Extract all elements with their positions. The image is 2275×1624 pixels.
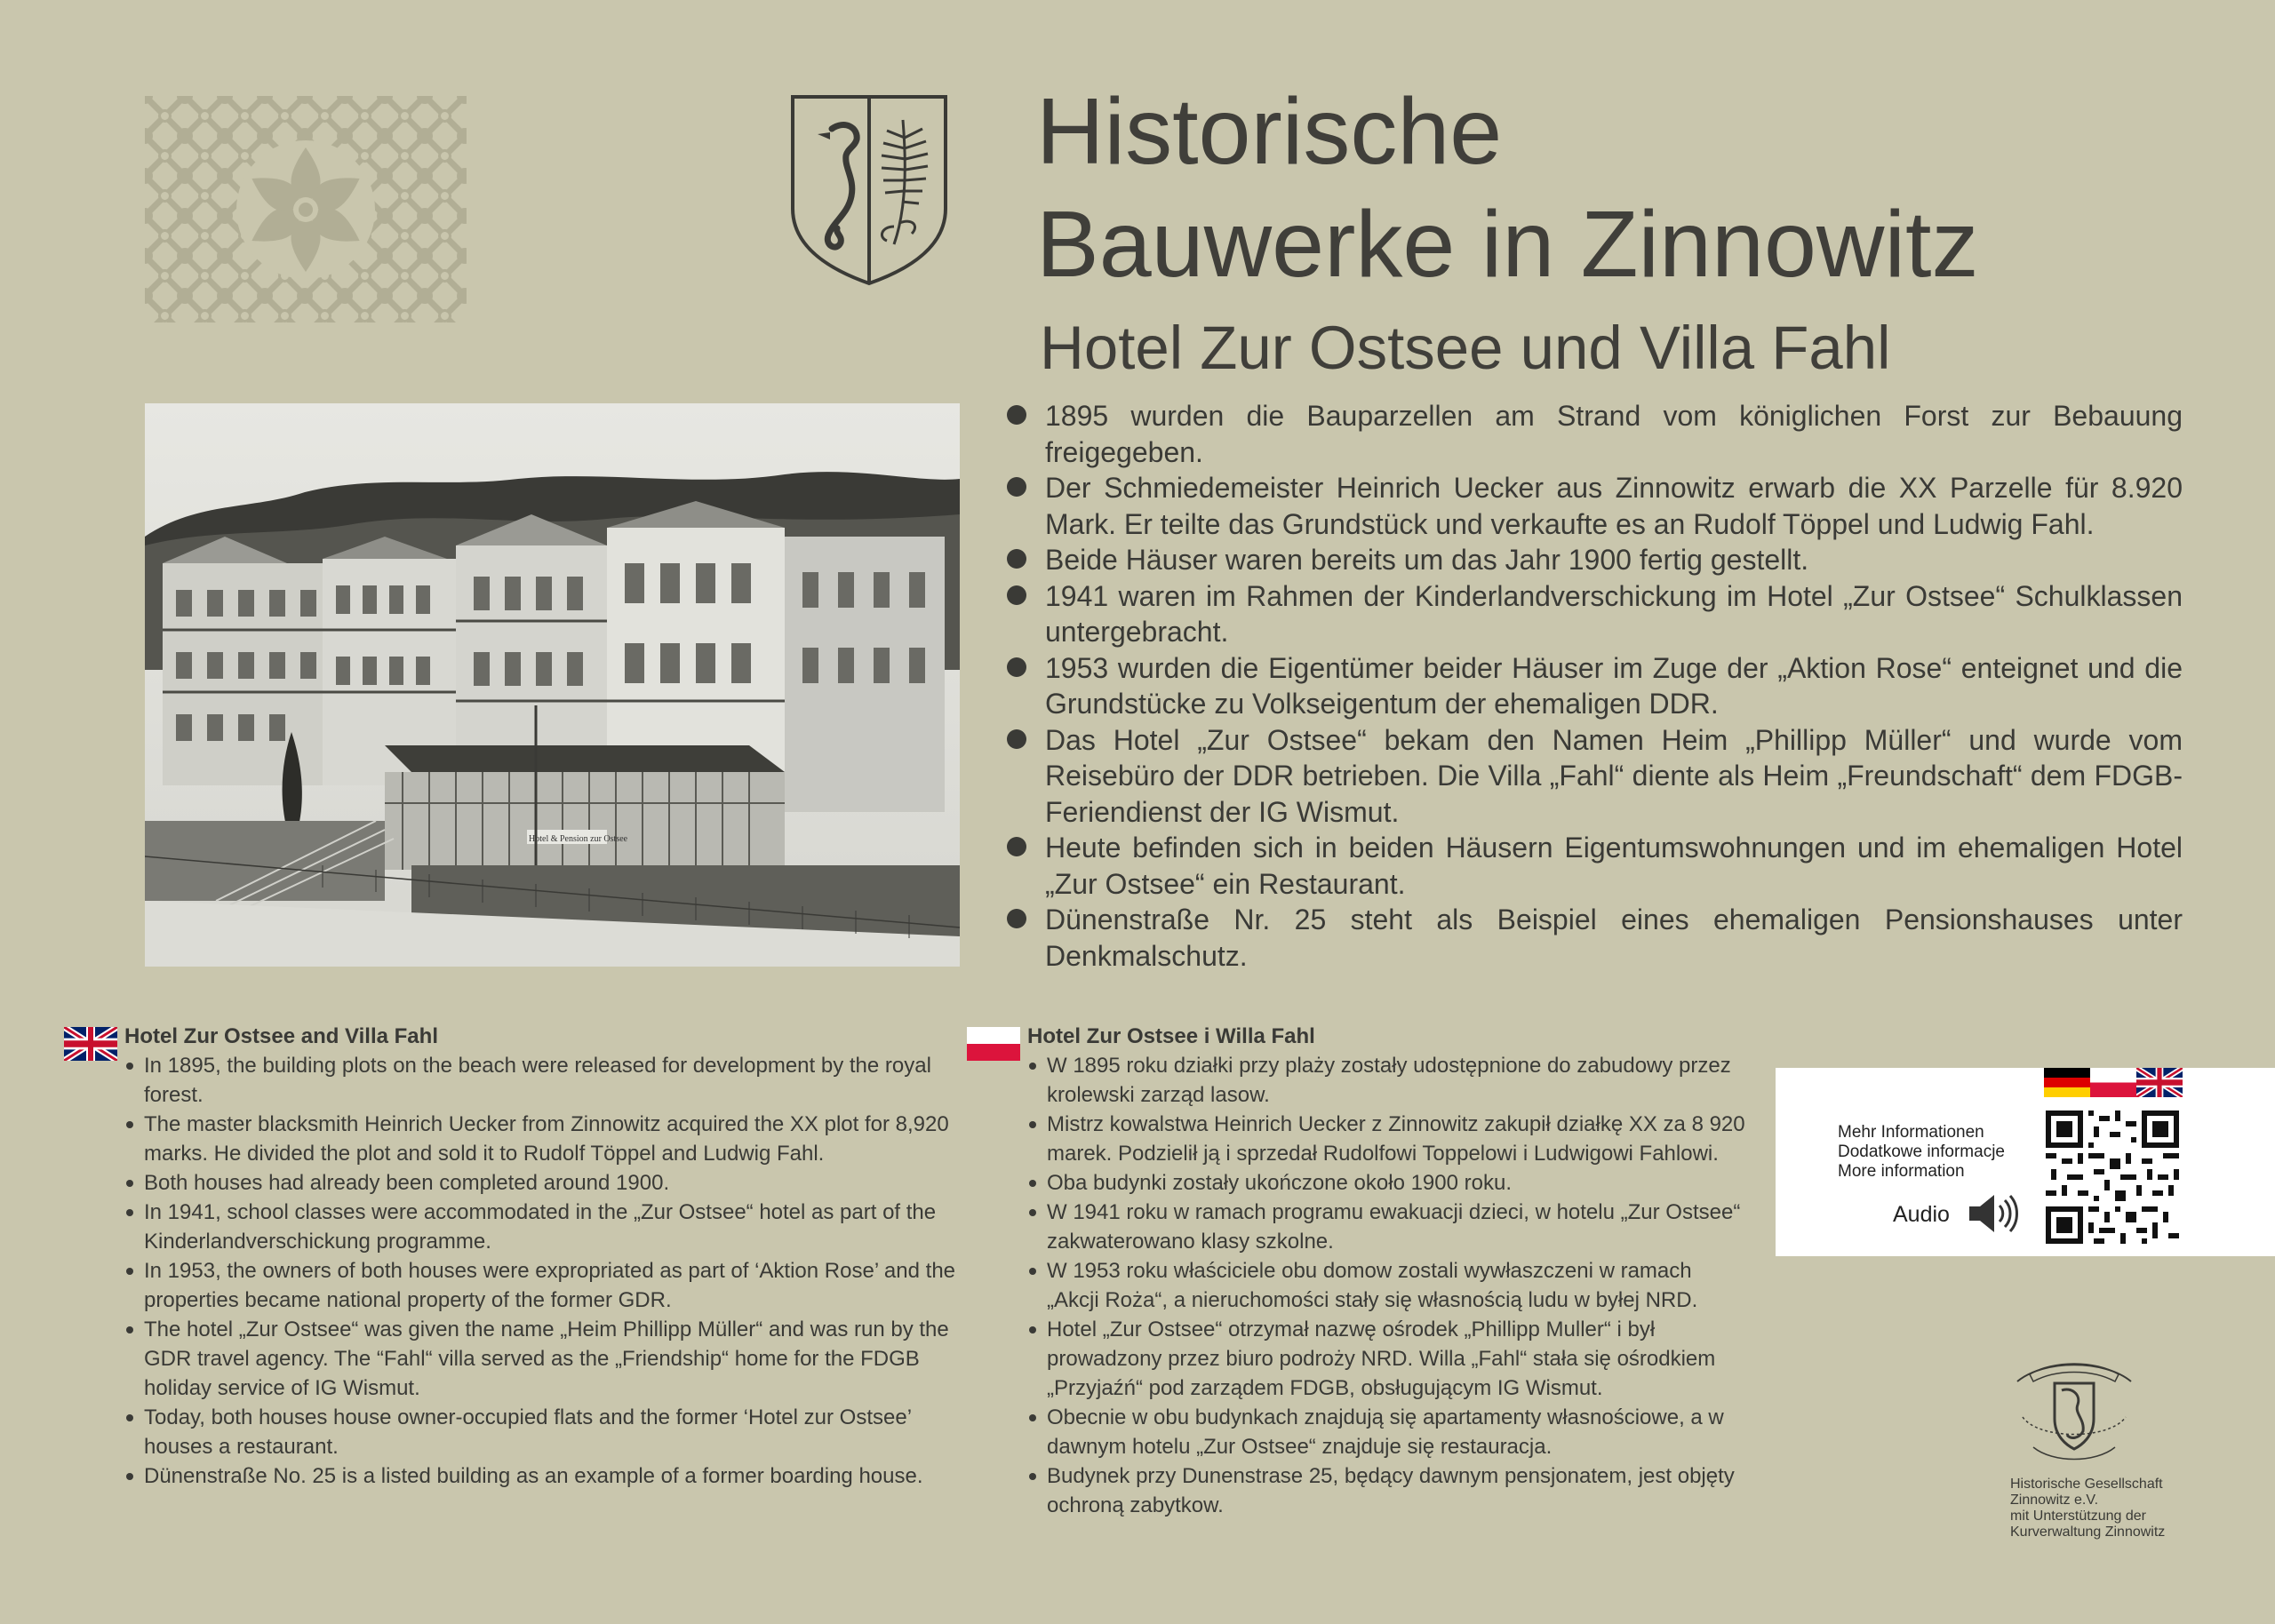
coat-of-arms-icon: [789, 93, 949, 287]
society-line: Zinnowitz e.V.: [2010, 1493, 2099, 1508]
english-list: [124, 1051, 965, 1491]
polish-item: W 1895 roku działki przy plaży zostały udostępnione do zabudowy przez krolewski zarząd lasow.: [1027, 1051, 1745, 1110]
audio-label: Audio: [1893, 1202, 1950, 1227]
polish-item: Oba budynki zostały ukończone około 1900 roku.: [1027, 1168, 1745, 1198]
uk-flag-icon: [64, 1027, 117, 1061]
polish-title: Hotel Zur Ostsee i Willa Fahl: [1027, 1024, 1315, 1048]
english-item: Today, both houses house owner-occupied flats and the former ‘Hotel zur Ostsee’ houses a restaurant.: [124, 1403, 965, 1461]
german-item: 1941 waren im Rahmen der Kinderlandverschickung im Hotel „Zur Ostsee“ Schulklassen untergebracht.: [1002, 578, 2183, 650]
german-item: Dünenstraße Nr. 25 steht als Beispiel eines ehemaligen Pensionshauses unter Denkmalschutz.: [1002, 902, 2183, 974]
polish-item: W 1953 roku właściciele obu domow zostali wywłaszczeni w ramach „Akcji Roża“, a nieruchomości stały się własnością ludu w byłej NRD.: [1027, 1256, 1745, 1315]
page-subtitle: Hotel Zur Ostsee und Villa Fahl: [1040, 314, 1891, 382]
page-title-line-2: Bauwerke in Zinnowitz: [1036, 192, 1979, 297]
polish-item: Obecnie w obu budynkach znajdują się apartamenty własnościowe, a w dawnym hotelu „Zur Ostsee“ znajduje się restauracja.: [1027, 1403, 1745, 1461]
info-line-de: Mehr Informationen: [1838, 1123, 1984, 1142]
poland-flag-icon: [967, 1027, 1020, 1061]
polish-list: [1027, 1051, 1745, 1520]
polish-item: Budynek przy Dunenstrase 25, będący dawnym pensjonatem, jest objęty ochroną zabytkow.: [1027, 1461, 1745, 1520]
society-logo-icon: [2000, 1355, 2149, 1470]
german-item: Das Hotel „Zur Ostsee“ bekam den Namen Heim „Phillipp Müller“ und wurde vom Reisebüro der DDR betrieben. Die Villa „Fahl“ diente als Heim „Freundschaft“ dem FDGB-Feriendienst der IG Wismut.: [1002, 722, 2183, 831]
english-item: The master blacksmith Heinrich Uecker from Zinnowitz acquired the XX plot for 8,920 marks. He divided the plot and sold it to Rudolf Töppel and Ludwig Fahl.: [124, 1110, 965, 1168]
info-line-pl: Dodatkowe informacje: [1838, 1142, 2005, 1161]
polish-section: [1027, 1022, 1745, 1520]
more-info-box: [1776, 1068, 2275, 1256]
historic-hotel-photo: [145, 403, 960, 967]
qr-code-icon[interactable]: [2046, 1111, 2179, 1244]
lattice-ornament: [145, 96, 467, 322]
english-item: Both houses had already been completed around 1900.: [124, 1168, 965, 1198]
english-item: In 1953, the owners of both houses were expropriated as part of ‘Aktion Rose’ and the properties became national property of the former GDR.: [124, 1256, 965, 1315]
society-line: Historische Gesellschaft: [2010, 1477, 2163, 1492]
english-item: In 1895, the building plots on the beach were released for development by the royal forest.: [124, 1051, 965, 1110]
polish-item: W 1941 roku w ramach programu ewakuacji dzieci, w hotelu „Zur Ostsee“ zakwaterowano klasy szkolne.: [1027, 1198, 1745, 1256]
uk-flag-icon: [2136, 1068, 2183, 1097]
english-section: [124, 1022, 965, 1491]
english-item: The hotel „Zur Ostsee“ was given the name „Heim Phillipp Müller“ and was run by the GDR travel agency. The “Fahl“ villa served as the „Friendship“ home for the FDGB holiday service of IG Wismut.: [124, 1315, 965, 1403]
english-item: In 1941, school classes were accommodated in the „Zur Ostsee“ hotel as part of the Kinderlandverschickung programme.: [124, 1198, 965, 1256]
society-line: Kurverwaltung Zinnowitz: [2010, 1524, 2166, 1540]
german-item: 1953 wurden die Eigentümer beider Häuser im Zuge der „Aktion Rose“ enteignet und die Grundstücke zu Volkseigentum der ehemaligen DDR.: [1002, 650, 2183, 722]
society-line: mit Unterstützung der: [2010, 1509, 2146, 1524]
germany-flag-icon: [2044, 1068, 2090, 1097]
poland-flag-icon: [2090, 1068, 2136, 1097]
society-credit: [2010, 1477, 2206, 1540]
info-line-en: More information: [1838, 1162, 1965, 1181]
english-item: Dünenstraße No. 25 is a listed building as an example of a former boarding house.: [124, 1461, 965, 1491]
speaker-icon[interactable]: [1966, 1191, 2019, 1236]
page-title-line-1: Historische: [1036, 79, 1503, 184]
photo-sign: Hotel & Pension zur Ostsee: [529, 834, 628, 844]
german-item: 1895 wurden die Bauparzellen am Strand vom königlichen Forst zur Bebauung freigegeben.: [1002, 398, 2183, 470]
polish-item: Hotel „Zur Ostsee“ otrzymał nazwę ośrodek „Phillipp Muller“ i był prowadzony przez biuro podroży NRD. Willa „Fahl“ stała się ośrodkiem „Przyjaźń“ pod zarządem FDGB, obsługującym IG Wismut.: [1027, 1315, 1745, 1403]
polish-item: Mistrz kowalstwa Heinrich Uecker z Zinnowitz zakupił działkę XX za 8 920 marek. Podzielił ją i sprzedał Rudolfowi Toppelowi i Ludwigowi Fahlowi.: [1027, 1110, 1745, 1168]
german-item: Heute befinden sich in beiden Häusern Eigentumswohnungen und im ehemaligen Hotel „Zur Ostsee“ ein Restaurant.: [1002, 830, 2183, 902]
german-item: Beide Häuser waren bereits um das Jahr 1900 fertig gestellt.: [1002, 542, 2183, 578]
german-history-list: [1002, 398, 2183, 974]
german-item: Der Schmiedemeister Heinrich Uecker aus Zinnowitz erwarb die XX Parzelle für 8.920 Mark. Er teilte das Grundstück und verkaufte es an Rudolf Töppel und Ludwig Fahl.: [1002, 470, 2183, 542]
english-title: Hotel Zur Ostsee and Villa Fahl: [124, 1024, 438, 1048]
